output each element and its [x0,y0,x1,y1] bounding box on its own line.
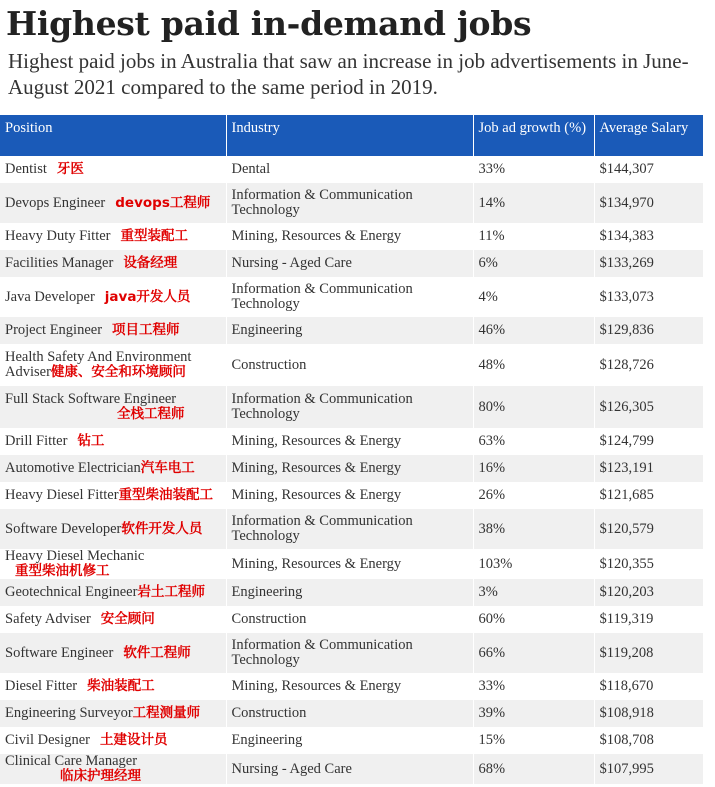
cell-average-salary: $118,670 [599,678,654,694]
header-average-salary[interactable]: Average Salary [594,115,703,156]
cell-average-salary: $108,708 [599,732,654,748]
cell-average-salary: $121,685 [599,487,654,503]
cell-industry: Mining, Resources & Energy [226,223,473,250]
cell-industry: Information & Communication Technology [226,386,473,428]
cell-industry: Mining, Resources & Energy [226,673,473,700]
table-header-row [0,115,703,156]
position-translation: 健康、安全和环境顾问 [50,364,186,380]
table-row [0,156,703,183]
cell-industry: Engineering [226,579,473,606]
cell-industry: Mining, Resources & Energy [226,549,473,579]
cell-average-salary: $120,203 [594,579,703,606]
position-label: Safety Adviser [5,611,91,627]
cell-job-ad-growth: 26% [473,482,594,509]
cell-average-salary: $108,918 [594,700,703,727]
cell-job-ad-growth: 60% [473,606,594,633]
position-label: Clinical Care Manager [5,753,138,769]
cell-job-ad-growth: 6% [473,250,594,277]
cell-position [0,183,226,223]
position-translation: 汽车电工 [140,460,195,476]
header-industry[interactable]: Industry [226,115,473,156]
cell-position [0,455,226,482]
cell-average-salary: $120,355 [599,555,654,572]
position-translation: 设备经理 [123,255,178,271]
position-label: Devops Engineer [5,194,106,211]
cell-position [0,482,226,509]
cell-position [0,633,226,673]
cell-average-salary: $134,970 [594,183,703,223]
cell-average-salary: $119,208 [594,633,703,673]
cell-industry: Engineering [226,727,473,754]
cell-job-ad-growth: 66% [473,633,594,673]
position-label: Software Engineer [5,644,114,661]
position-translation: 安全顾问 [100,611,155,627]
cell-position [0,727,226,754]
table-row [0,223,703,250]
cell-job-ad-growth: 38% [473,509,594,549]
cell-industry: Construction [226,700,473,727]
jobs-table [0,115,703,784]
table-row [0,317,703,344]
position-translation: 柴油装配工 [87,678,155,694]
table-row [0,482,703,509]
table-row [0,277,703,317]
cell-industry: Mining, Resources & Energy [226,428,473,455]
cell-job-ad-growth: 4% [473,277,594,317]
position-translation: 软件工程师 [123,644,191,661]
position-label: Engineering Surveyor [5,705,133,721]
position-translation: 重型柴油装配工 [118,487,214,503]
cell-industry: Mining, Resources & Energy [226,482,473,509]
cell-average-salary: $134,383 [599,228,654,244]
cell-job-ad-growth: 16% [473,455,594,482]
table-row [0,549,703,579]
table-row [0,183,703,223]
page-subtitle: Highest paid jobs in Australia that saw an increase in job advertisements in June-August 2021 compared to the same period in 2019. [8,49,689,99]
cell-average-salary: $133,269 [594,250,703,277]
cell-position [0,700,226,727]
position-translation: 重型装配工 [120,228,189,244]
cell-industry: Engineering [226,317,473,344]
cell-average-salary: $120,579 [594,509,703,549]
position-label: Heavy Duty Fitter [5,228,111,244]
table-row [0,633,703,673]
cell-job-ad-growth: 46% [473,317,594,344]
cell-position [0,250,226,277]
cell-average-salary: $124,799 [599,433,654,449]
cell-industry: Information & Communication Technology [226,183,473,223]
cell-position [0,277,226,317]
position-translation: 项目工程师 [112,322,180,338]
position-translation: java开发人员 [104,288,191,305]
cell-industry: Nursing - Aged Care [226,754,473,784]
cell-average-salary: $128,726 [599,356,654,373]
cell-job-ad-growth: 11% [473,223,594,250]
cell-position [0,386,226,428]
cell-industry: Dental [226,156,473,183]
table-row [0,673,703,700]
table-row [0,344,703,386]
position-translation: 牙医 [56,161,84,177]
cell-job-ad-growth: 103% [473,549,594,579]
position-translation: 钻工 [77,433,105,449]
cell-position [0,673,226,700]
cell-industry: Nursing - Aged Care [226,250,473,277]
header-position[interactable]: Position [0,115,226,156]
position-translation: 全栈工程师 [117,406,185,422]
table-row [0,727,703,754]
cell-position [0,509,226,549]
cell-job-ad-growth: 33% [473,156,594,183]
cell-position [0,579,226,606]
position-label: Dentist [5,161,47,177]
table-row [0,428,703,455]
table-row [0,606,703,633]
cell-position [0,156,226,183]
position-label: Civil Designer [5,732,90,748]
cell-average-salary: $126,305 [594,386,703,428]
cell-job-ad-growth: 68% [473,754,594,784]
cell-average-salary: $123,191 [594,455,703,482]
cell-average-salary: $107,995 [594,754,703,784]
position-label: Facilities Manager [5,255,114,271]
cell-position [0,549,226,579]
position-label: Software Developer [5,520,122,537]
cell-average-salary: $144,307 [599,161,654,177]
position-label: Diesel Fitter [5,678,78,694]
cell-average-salary: $129,836 [594,317,703,344]
cell-position [0,317,226,344]
cell-job-ad-growth: 39% [473,700,594,727]
position-label: Automotive Electrician [5,460,141,476]
position-translation: 土建设计员 [99,732,168,748]
position-translation: 重型柴油机修工 [15,563,110,579]
cell-job-ad-growth: 63% [473,428,594,455]
position-translation: 工程测量师 [132,705,201,721]
cell-industry: Information & Communication Technology [226,509,473,549]
cell-job-ad-growth: 80% [473,386,594,428]
cell-position [0,344,226,386]
table-row [0,754,703,784]
position-translation: 软件开发人员 [121,520,203,537]
cell-position [0,428,226,455]
table-body [0,156,703,784]
cell-position [0,606,226,633]
cell-job-ad-growth: 3% [473,579,594,606]
position-label: Full Stack Software Engineer [5,391,177,407]
table-row [0,386,703,428]
cell-industry: Construction [226,344,473,386]
cell-position [0,754,226,784]
position-translation: devops工程师 [115,194,211,211]
cell-average-salary: $133,073 [599,288,654,305]
cell-job-ad-growth: 15% [473,727,594,754]
cell-industry: Information & Communication Technology [226,277,473,317]
position-label: Project Engineer [5,322,103,338]
position-translation: 临床护理经理 [60,768,141,784]
cell-job-ad-growth: 33% [473,673,594,700]
cell-job-ad-growth: 14% [473,183,594,223]
position-label: Heavy Diesel Mechanic [5,548,145,564]
position-label: Geotechnical Engineer [5,584,138,600]
page-title: Highest paid in-demand jobs [6,4,532,43]
table-row [0,700,703,727]
cell-industry: Information & Communication Technology [226,633,473,673]
cell-job-ad-growth: 48% [473,344,594,386]
header-job-ad-growth[interactable]: Job ad growth (%) [473,115,594,156]
cell-position [0,223,226,250]
position-translation: 岩土工程师 [137,584,205,600]
cell-industry: Mining, Resources & Energy [226,455,473,482]
position-label: Heavy Diesel Fitter [5,487,119,503]
cell-industry: Construction [226,606,473,633]
table-row [0,250,703,277]
table-row [0,579,703,606]
table-row [0,509,703,549]
position-label: Java Developer [5,288,95,305]
cell-average-salary: $119,319 [599,611,654,627]
table-row [0,455,703,482]
position-label: Drill Fitter [5,433,68,449]
position-label: Health Safety And Environment Adviser [5,349,192,380]
